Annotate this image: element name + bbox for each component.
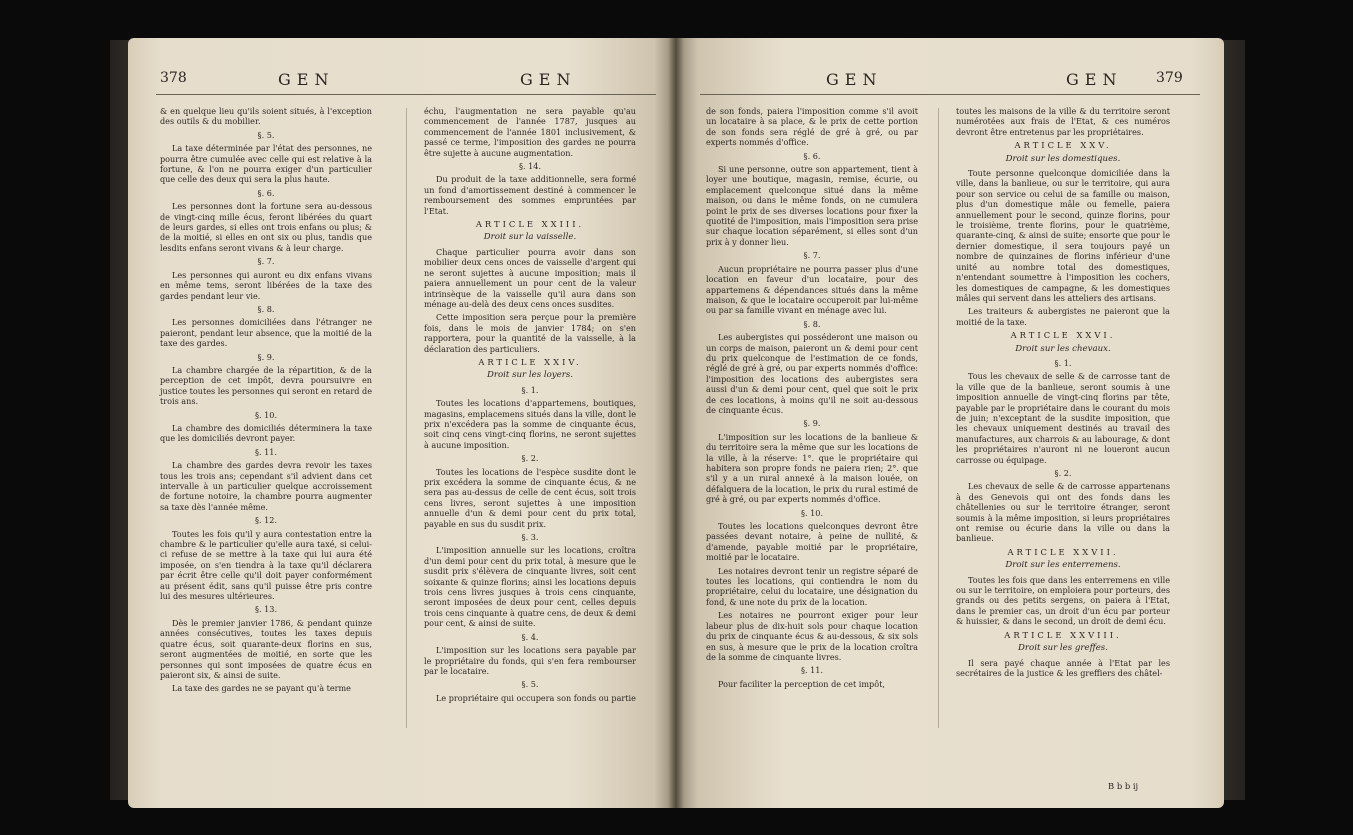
section-number: §. 5.	[521, 679, 539, 690]
section-number: §. 1.	[1054, 357, 1072, 368]
article-subtitle: Droit sur les loyers.	[487, 370, 573, 381]
paragraph: Les personnes dont la fortune sera au-dessous de vingt-cinq mille écus, feront libérées du quart de leurs gardes, si elles ont trois enfans ou plus; & de la moitié, si elles en ont six ou plus, tandis que lesdits enfans seront vivans & à leur charge.	[160, 201, 372, 253]
section-number: §. 7.	[803, 250, 821, 261]
paragraph: La chambre des gardes devra revoir les taxes tous les trois ans; cependant s'il advient dans cet intervalle à un particulier quelque accroissement de fortune notoire, la chambre pourra augmenter sa taxe dès l'année même.	[160, 460, 372, 512]
page-number: 378	[160, 70, 187, 86]
text-column	[706, 106, 918, 692]
paragraph: Les notaires devront tenir un registre séparé de toutes les locations, qui contiendra le nom du propriétaire, celui du locataire, une désignation du fond, & une note du prix de la location.	[706, 565, 918, 607]
paragraph: Si une personne, outre son appartement, tient à loyer une boutique, magasin, remise, écurie, ou emplacement quelconque situé dans la même maison, ou dans le même fonds, on ne cumulera point le prix de ses diverses locations pour fixer la quotité de l'imposition, mais l'imposition sera prise sur chaque location séparément, si elles sont d'un prix à y donner lieu.	[706, 164, 918, 247]
paragraph: Les traiteurs & aubergistes ne paieront que la moitié de la taxe.	[956, 306, 1170, 327]
paragraph: toutes les maisons de la ville & du territoire seront numérotées aux frais de l'Etat, & ces numéros devront être entretenus par les propriétaires.	[956, 106, 1170, 137]
header-rule	[156, 94, 656, 95]
section-number: §. 9.	[257, 351, 275, 362]
running-head-word: GEN	[1066, 70, 1123, 89]
paragraph: Les aubergistes qui posséderont une maison ou un corps de maison, paieront un & demi pour cent du prix quelconque de l'estimation de ce fonds, réglé de gré à gré, ou par experts nommés d'office: l'imposition des locations des aubergistes sera aussi d'un & demi pour cent, quel que soit le prix de ces locations, à moins qu'il ne soit au-dessous de cinquante écus.	[706, 332, 918, 415]
paragraph: Toutes les locations de l'espèce susdite dont le prix excédera la somme de cinquante écus, & ne sera pas au-dessus de celle de cent écus, soit trois cens livres, seront sujettes à une imposition annuelle d'un & demi pour cent du prix total, payable en sus du susdit prix.	[424, 466, 636, 529]
paragraph: Le propriétaire qui occupera son fonds ou partie	[436, 692, 636, 703]
book-gutter	[668, 38, 684, 808]
paragraph: Chaque particulier pourra avoir dans son mobilier deux cens onces de vaisselle d'argent qui ne seront sujettes à aucune imposition; mais il paiera annuellement un pour cent de la valeur intrinsèque de la vaisselle qu'il aura dans son ménage au-delà des deux cens onces susdites.	[424, 246, 636, 309]
section-number: §. 8.	[257, 303, 275, 314]
section-number: §. 7.	[257, 256, 275, 267]
section-number: §. 8.	[803, 318, 821, 329]
paragraph: Toutes les fois que dans les enterremens en ville ou sur le territoire, on emploiera pour porteurs, des grands ou des petits sergens, on paiera à l'Etat, dans le premier cas, un droit d'un écu par porteur & huissier, & dans le second, un droit de demi écu.	[956, 574, 1170, 627]
running-head-word: GEN	[826, 70, 883, 89]
article-heading: ARTICLE XXIV.	[478, 356, 582, 367]
right-page	[676, 38, 1224, 808]
section-number: §. 4.	[521, 631, 539, 642]
paragraph: La chambre des domiciliés déterminera la taxe que les domiciliés devront payer.	[160, 422, 372, 444]
article-heading: ARTICLE XXVI.	[1010, 330, 1116, 341]
column-rule	[938, 108, 939, 728]
section-number: §. 9.	[803, 418, 821, 429]
paragraph: La taxe des gardes ne se payant qu'à terme	[172, 683, 351, 694]
article-subtitle: Droit sur les enterremens.	[1005, 560, 1121, 571]
paragraph: Du produit de la taxe additionnelle, sera formé un fond d'amortissement destiné à commencer le remboursement des sommes empruntées par l'Etat.	[424, 174, 636, 216]
header-rule	[700, 94, 1200, 95]
section-number: §. 6.	[257, 187, 275, 198]
paragraph: L'imposition annuelle sur les locations, croîtra d'un demi pour cent du prix total, à mesure que le susdit prix s'élèvera de cinquante livres, soit cent soixante & quinze florins; ainsi les locations depuis trois cens livres jusques à trois cens cinquante, seront imposées de deux pour cent, celles depuis trois cens cinquante à quatre cens, de deux & demi pour cent, & ainsi de suite.	[424, 545, 636, 629]
article-heading: ARTICLE XXIII.	[475, 219, 585, 230]
paragraph: Il sera payé chaque année à l'Etat par les secrétaires de la justice & les greffiers des châtel-	[956, 657, 1170, 678]
left-running-head	[128, 70, 676, 96]
paragraph: La taxe déterminée par l'état des personnes, ne pourra être cumulée avec celle qui est relative à la fortune, & l'on ne pourra exiger d'un particulier que celle des deux qui sera la plus haute.	[160, 143, 372, 185]
section-number: §. 1.	[521, 384, 539, 395]
paragraph: Pour faciliter la perception de cet impôt,	[718, 678, 885, 689]
right-running-head	[676, 70, 1224, 96]
paragraph: Tous les chevaux de selle & de carrosse tant de la ville que de la banlieue, seront soumis à une imposition annuelle de vingt-cinq florins par tête, payable par le propriétaire dans le courant du mois de juin; n'exceptant de la susdite imposition, que les chevaux uniquement destinés au travail des manufactures, aux charrois & au labourage, & dont les propriétaires n'auront ni ne loueront aucun carrosse ou équipage.	[956, 371, 1170, 465]
paragraph: Toutes les locations d'appartemens, boutiques, magasins, emplacemens situés dans la ville, dont le prix n'excédera pas la somme de cinquante écus, soit cinq cens vingt-cinq florins, ne seront sujettes à aucune imposition.	[424, 398, 636, 450]
paragraph: Toutes les locations quelconques devront être passées devant notaire, à peine de nullité, & d'amende, payable moitié par le propriétaire, moitié par le locataire.	[706, 521, 918, 563]
paragraph: Les notaires ne pourront exiger pour leur labeur plus de dix-huit sols pour chaque location du prix de cinquante écus & au-dessous, & six sols en sus, à mesure que le prix de la location croîtra de la somme de cinquante livres.	[706, 610, 918, 662]
section-number: §. 2.	[521, 453, 539, 464]
section-number: §. 3.	[521, 532, 539, 543]
section-number: §. 10.	[254, 409, 278, 420]
section-number: §. 13.	[254, 604, 278, 615]
section-number: §. 6.	[803, 150, 821, 161]
section-number: §. 14.	[518, 161, 542, 172]
signature-mark: B b b ij	[1108, 781, 1139, 791]
section-number: §. 2.	[1054, 468, 1072, 478]
article-subtitle: Droit sur les greffes.	[1018, 643, 1108, 654]
paragraph: Les personnes qui auront eu dix enfans vivans en même tems, seront libérées de la taxe des gardes pendant leur vie.	[160, 269, 372, 301]
paragraph: Les personnes domiciliées dans l'étranger ne paieront, pendant leur absence, que la moitié de la taxe des gardes.	[160, 317, 372, 349]
paragraph: Toutes les fois qu'il y aura contestation entre la chambre & le particulier qu'elle aura taxé, si celui-ci refuse de se mettre à la taxe qui lui aura été imposée, on s'en tiendra à la taxe qu'il déclarera par écrit être celle qu'il doit payer conformément au présent édit, sans qu'il puisse être pris contre lui des mesures ultérieures.	[160, 528, 372, 602]
text-column	[424, 106, 636, 706]
paragraph: Aucun propriétaire ne pourra passer plus d'une location en faveur d'un locataire, pour des appartemens & dépendances situés dans la même maison, & que le locataire occuperoit par lui-même ou par sa famille vivant en ménage avec lui.	[706, 263, 918, 316]
article-heading: ARTICLE XXV.	[1014, 140, 1112, 151]
paragraph: Cette imposition sera perçue pour la première fois, dans le mois de janvier 1784; on s'en rapportera, pour la quantité de la vaisselle, à la déclaration des particuliers.	[424, 312, 636, 354]
paragraph: Les chevaux de selle & de carrosse appartenans à des Genevois qui ont des fonds dans les châtellenies ou sur le territoire étranger, seront soumis à la même imposition, si leurs propriétaires ont remise ou écurie dans la ville ou dans la banlieue.	[956, 481, 1170, 544]
section-number: §. 12.	[254, 515, 278, 526]
page-number: 379	[1156, 70, 1183, 86]
paragraph: Toute personne quelconque domiciliée dans la ville, dans la banlieue, ou sur le territoire, qui aura pour son service ou celui de sa famille ou maison, plus d'un domestique mâle ou femelle, paiera annuellement pour le second, quinze florins, pour le troisième, trente florins, pour le quatrième, quarante-cinq, & ainsi de suite; ensorte que pour le dernier domestique, il sera toujours payé un nombre de quinzaines de florins inférieur d'une unité au nombre total des domestiques, n'entendant soumettre à l'imposition les cochers, les domestiques de campagne, & les domestiques mâles qui servent dans les atteliers des artisans.	[956, 168, 1170, 303]
text-column	[956, 106, 1170, 681]
left-page	[128, 38, 676, 808]
paragraph: & en quelque lieu qu'ils soient situés, à l'exception des outils & du mobilier.	[160, 106, 372, 127]
paragraph: de son fonds, paiera l'imposition comme s'il avoit un locataire à sa place, & le prix de cette portion de son fonds sera réglé de gré à gré, ou par experts nommés d'office.	[706, 106, 918, 148]
section-number: §. 5.	[257, 129, 275, 140]
article-heading: ARTICLE XXVIII.	[1004, 629, 1122, 640]
section-number: §. 11.	[254, 446, 278, 457]
running-head-word: GEN	[278, 70, 335, 89]
section-number: §. 10.	[800, 507, 824, 518]
article-heading: ARTICLE XXVII.	[1007, 546, 1119, 557]
paragraph: La chambre chargée de la répartition, & de la perception de cet impôt, devra poursuivre en justice toutes les personnes qui seront en retard de trois ans.	[160, 364, 372, 407]
article-subtitle: Droit sur les chevaux.	[1015, 343, 1111, 354]
section-number: §. 11.	[800, 665, 824, 676]
paragraph: Dès le premier janvier 1786, & pendant quinze années consécutives, toutes les taxes depuis quatre écus, soit quarante-deux florins en sus, seront augmentées de moitié, en sorte que les personnes qui sont imposées de quatre écus en paieront six, & ainsi de suite.	[160, 617, 372, 680]
paragraph: L'imposition sur les locations sera payable par le propriétaire du fonds, qui s'en fera rembourser par le locataire.	[424, 645, 636, 676]
paragraph: échu, l'augmentation ne sera payable qu'au commencement de l'année 1787, jusques au commencement de l'année 1801 inclusivement, & passé ce terme, l'imposition des gardes ne pourra être sujette à aucune augmentation.	[424, 106, 636, 158]
text-column	[160, 106, 372, 697]
running-head-word: GEN	[520, 70, 577, 89]
column-rule	[406, 108, 407, 728]
paragraph: L'imposition sur les locations de la banlieue & du territoire sera la même que sur les locations de la ville, à la réserve: 1°. que le propriétaire qui habitera son propre fonds ne paiera rien; 2°. que s'il y a un rural annexé à la maison louée, on défalquera de la location, le prix du rural estimé de gré à gré, ou par experts nommés d'office.	[706, 431, 918, 505]
article-subtitle: Droit sur la vaisselle.	[483, 232, 577, 243]
article-subtitle: Droit sur les domestiques.	[1005, 153, 1121, 164]
